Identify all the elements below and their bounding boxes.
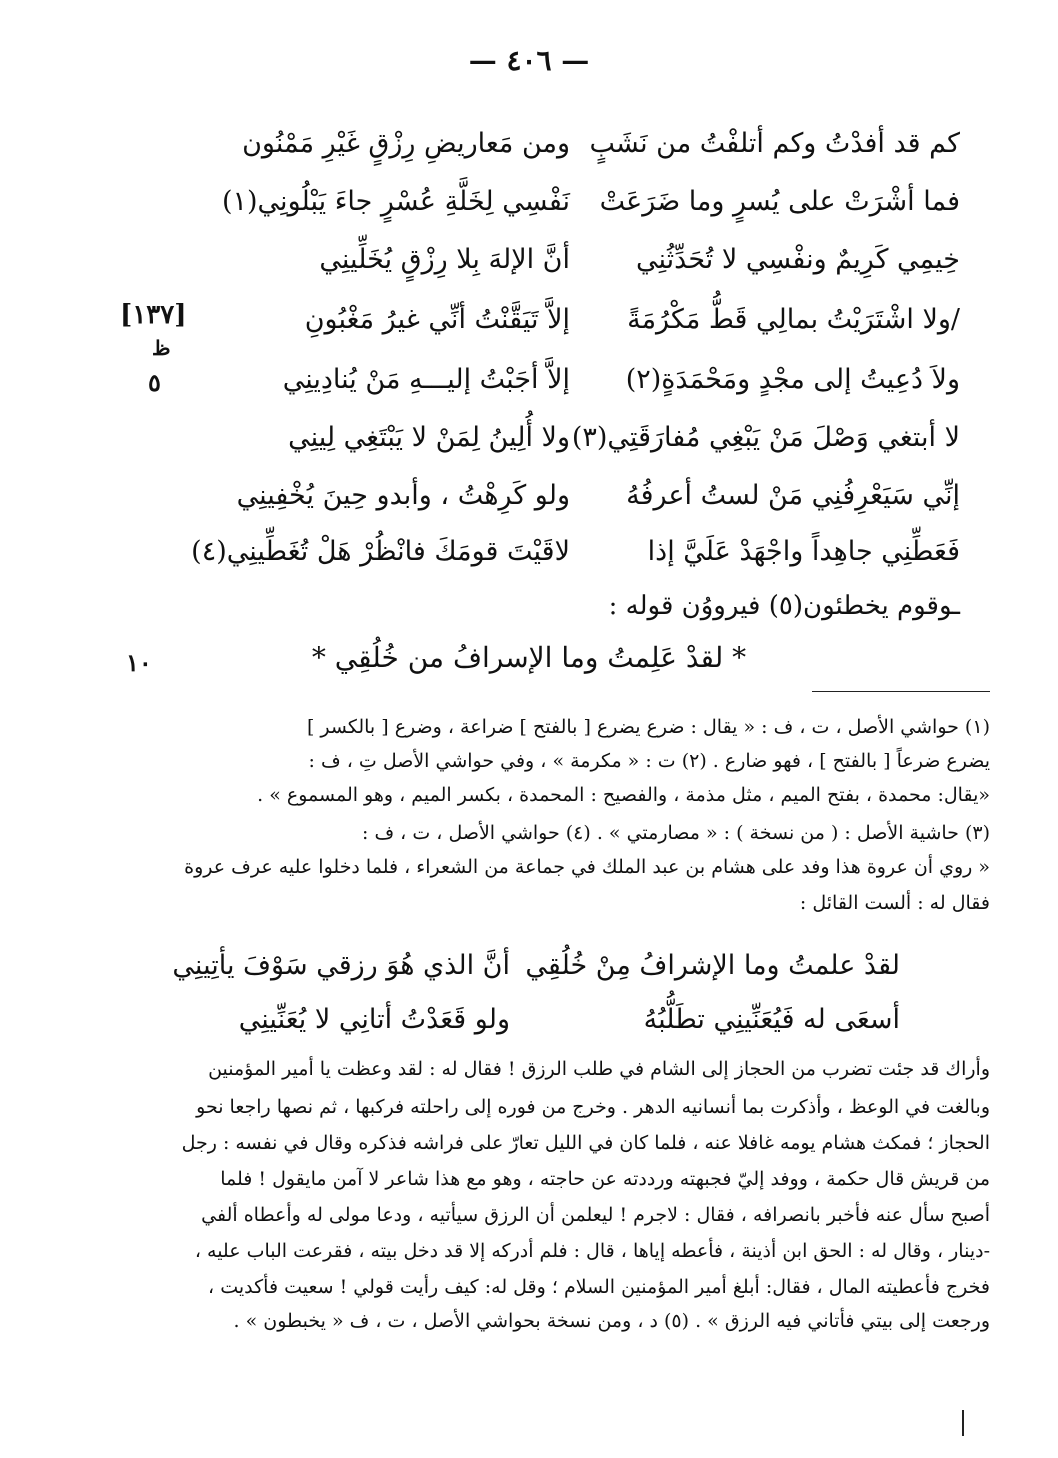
footnote-line: يضرع ضرعاً [ بالفتح ] ، فهو ضارع . (٢) ت : « مكرمة » ، وفي حواشي الأصل تِ ، ف :	[308, 750, 990, 772]
verse-first-hemistich: لا أبتغي وَصْلَ مَنْ يَبْغِي مُفارَقَتِي(٣)	[571, 422, 960, 453]
verse-second-hemistich: نَفْسِي لِخَلَّةِ عُسْرٍ جاءَ يَبْلُونِي(١)	[221, 186, 570, 217]
verse-first-hemistich: خِيمِي كَرِيمٌ ونفْسِي لا تُحَدِّثُنِي	[636, 244, 960, 275]
edge-mark	[962, 1410, 964, 1436]
verse-second-hemistich: أنَّ الإلهَ بِلا رِزْقٍ يُخَلِّينِي	[319, 244, 570, 275]
footnote-line: « روي أن عروة هذا وفد على هشام بن عبد الملك في جماعة من الشعراء ، فلما دخلوا عليه عرف عروة	[184, 856, 990, 878]
line-number-5: ٥	[148, 368, 161, 397]
footnote-line: «يقال: محمدة ، بفتح الميم ، مثل مذمة ، والفصيح : المحمدة ، بكسر الميم ، وهو المسموع » .	[257, 784, 990, 806]
verse-second-hemistich: لاقَيْتَ قومَكَ فانْظُرْ هَلْ تُغَطِّينِي(٤)	[191, 536, 570, 567]
footnote-line: ورجعت إلى بيتي فأتاني فيه الرزق » . (٥) د ، ومن نسخة بحواشي الأصل ، ت ، ف « يخبطون » .	[233, 1310, 990, 1332]
verse-second-hemistich: ولو كَرِهْتُ ، وأبدو حِينَ يُخْفِينِي	[236, 480, 570, 511]
prose-line: ـوقوم يخطئون(٥) فيرووُن قوله :	[608, 591, 960, 621]
manuscript-folio-ref: [١٣٧]	[120, 300, 187, 330]
verse-line	[190, 234, 960, 286]
quoted-hemistich: * لقدْ عَلِمتُ وما الإسرافُ من خُلُقِي *	[311, 641, 747, 674]
verse-first-hemistich: /ولا اشْتَرَيْتُ بمالِي قَطُّ مَكْرُمَةً	[627, 304, 960, 335]
footnote-divider	[812, 691, 990, 692]
page-number: — ٤٠٦ —	[468, 44, 590, 77]
footnote-verse-line	[180, 994, 900, 1046]
footnote-line: أصبح سأل عنه فأخبر بانصرافه ، فقال : لاجرم ! ليعلمن أن الرزق سيأتيه ، ودعا مولى له وأعطاه ألفي	[201, 1204, 990, 1226]
footnote-line: الحجاز ؛ فمكث هشام يومه غافلا عنه ، فلما كان في الليل تعارّ على فراشه فذكره وقال في نفسه : رجل	[181, 1132, 990, 1154]
folio-verso-mark: ظ	[152, 336, 171, 360]
verse-line	[190, 118, 960, 170]
line-number-10: ١٠	[126, 648, 152, 677]
verse-second-hemistich: أنَّ الذي هُوَ رزقي سَوْفَ يأتِينِي	[172, 950, 510, 981]
footnote-line: فقال له : ألست القائل :	[799, 892, 990, 914]
verse-second-hemistich: ومن مَعاريضِ رِزْقٍ غَيْرِ مَمْنُون	[242, 128, 570, 159]
footnote-line: وأراك قد جئت تضرب من الحجاز إلى الشام في طلب الرزق ! فقال له : لقد وعظت يا أمير المؤمنين	[208, 1058, 990, 1080]
verse-line	[190, 470, 960, 522]
verse-second-hemistich: ولو قَعَدْتُ أتانِي لا يُعَنِّينِي	[238, 1004, 510, 1035]
verse-first-hemistich: فَعَطِّنِي جاهِداً واجْهَدْ عَلَيَّ إذا	[647, 536, 960, 567]
verse-line	[190, 294, 960, 346]
verse-first-hemistich: فما أشْرَتْ على يُسرٍ وما ضَرَعَتْ	[599, 186, 960, 217]
verse-line	[190, 354, 960, 406]
footnote-verse-line	[172, 940, 900, 992]
verse-line	[190, 526, 960, 578]
footnote-line: (١) حواشي الأصل ، ت ، ف : « يقال : ضرع يضرع [ بالفتح ] ضراعة ، وضرع [ بالكسر ]	[306, 716, 990, 738]
verse-first-hemistich: لقدْ علمتُ وما الإشرافُ مِنْ خُلُقِي	[525, 950, 900, 981]
footnote-line: (٣) حاشية الأصل : ( من نسخة ) : « مصارمتي » . (٤) حواشي الأصل ، ت ، ف :	[362, 822, 990, 844]
verse-first-hemistich: ولاَ دُعِيتُ إلى مجْدٍ ومَحْمَدَةٍ(٢)	[625, 364, 960, 395]
verse-line	[190, 176, 960, 228]
footnote-line: -دينار ، وقال له : الحق ابن أذينة ، فأعطه إياها ، قال : فلم أدركه إلا قد دخل بيته ، فقرعت الباب عليه ،	[194, 1240, 990, 1262]
footnote-line: وبالغت في الوعظ ، وأذكرت بما أنسانيه الدهر . وخرج من فوره إلى راحلته فركبها ، ثم نصها راجعا نحو	[196, 1096, 990, 1118]
verse-second-hemistich: ولا أُلِينُ لِمَنْ لا يَبْتَغِي لِينِي	[288, 422, 570, 453]
verse-first-hemistich: إنِّي سَيَعْرِفُنِي مَنْ لستُ أعرفُهُ	[626, 480, 960, 511]
verse-first-hemistich: أسعَى له فَيُعَنِّينِي تطَلُّبُهُ	[643, 1004, 900, 1035]
footnote-line: من قريش قال حكمة ، ووفد إليّ فجبهته ورددته عن حاجته ، وهو مع هذا شاعر لا آمن مايقول ! فلما	[220, 1168, 990, 1190]
footnote-line: فخرج فأعطيته المال ، فقال: أبلغ أمير المؤمنين السلام ؛ وقل له: كيف رأيت قولي ! سعيت فأكديت ،	[208, 1276, 990, 1298]
verse-second-hemistich: إلاَّ تَيَقَّنْتُ أنِّي غيرُ مَغْبُونِ	[304, 304, 570, 335]
verse-line	[190, 412, 960, 464]
verse-second-hemistich: إلاَّ أجَبْتُ إليـــهِ مَنْ يُنادِينِي	[282, 364, 570, 395]
verse-first-hemistich: كم قد أفدْتُ وكم أتلفْتُ من نَشَبٍ	[589, 128, 960, 159]
